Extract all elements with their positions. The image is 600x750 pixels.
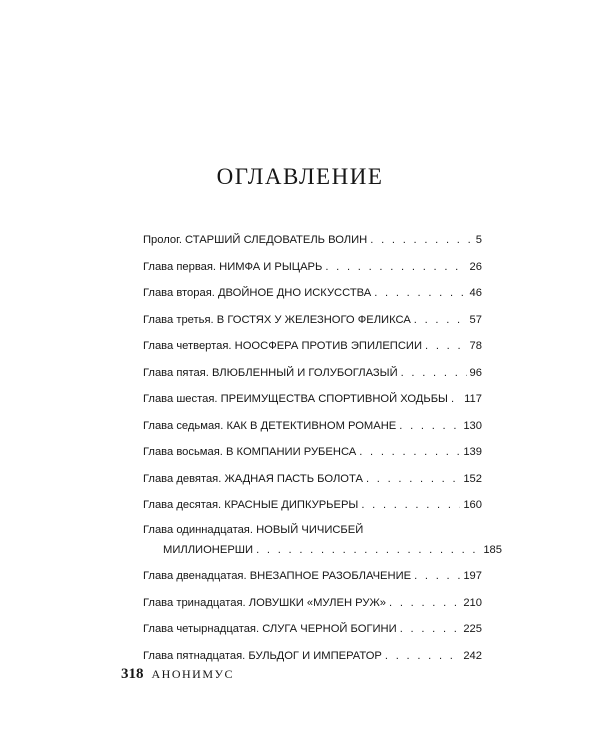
toc-entry-title: Глава первая. НИМФА И РЫЦАРЬ [143,260,323,273]
dot-leader [256,540,480,560]
toc-entry-page: 46 [469,287,482,299]
toc-entry [143,363,482,383]
dot-leader [374,283,466,303]
page-number: 318 [121,666,144,682]
dot-leader [385,646,460,666]
toc-entry-title: Глава тринадцатая. ЛОВУШКИ «МУЛЕН РУЖ» [143,596,387,609]
toc-entry-page: 57 [469,313,482,326]
toc-entry [143,389,482,409]
dot-leader [389,593,460,613]
toc-entry [143,230,482,250]
toc-entry-page: 26 [469,260,482,273]
toc-entry-title: Глава шестая. ПРЕИМУЩЕСТВА СПОРТИВНОЙ ХОДЬБЫ [143,393,448,405]
dot-leader [399,416,460,436]
toc-entry-title: Глава седьмая. КАК В ДЕТЕКТИВНОМ РОМАНЕ [143,419,397,432]
toc-entry [143,310,482,330]
toc-entry [143,646,482,666]
toc-entry-title-continued: МИЛЛИОНЕРШИ [163,544,254,556]
dot-leader [325,257,466,277]
toc-entry-page: 160 [463,499,482,511]
toc-entry [143,336,482,356]
toc-entry-page: 242 [463,649,482,662]
dot-leader [425,336,467,356]
dot-leader [414,310,467,330]
page-footer [121,664,234,684]
toc-entry [143,257,482,277]
toc-entry-title: Глава одиннадцатая. НОВЫЙ ЧИЧИСБЕЙ [143,524,364,536]
dot-leader [400,619,461,639]
toc-entry-page: 185 [483,544,502,556]
toc-entry [143,495,482,515]
toc-entry [143,593,482,613]
running-head: АНОНИМУС [151,667,234,681]
toc-entry [143,416,482,436]
toc-entry-title: Пролог. СТАРШИЙ СЛЕДОВАТЕЛЬ ВОЛИН [143,234,368,246]
toc-entry [143,619,482,639]
dot-leader [359,442,460,462]
page-title: ОГЛАВЛЕНИЕ [216,164,384,189]
toc-entry-page: 225 [463,623,482,635]
toc-entry [143,469,482,489]
toc-entry-title: Глава четырнадцатая. СЛУГА ЧЕРНОЙ БОГИНИ [143,623,397,635]
toc-entry-page: 78 [469,340,482,352]
dot-leader [401,363,467,383]
toc-entry-title: Глава восьмая. В КОМПАНИИ РУБЕНСА [143,446,357,458]
toc-entry-page: 152 [463,472,482,485]
toc-entry-title: Глава пятнадцатая. БУЛЬДОГ И ИМПЕРАТОР [143,649,382,662]
dot-leader [451,389,461,409]
toc-entry-title: Глава двенадцатая. ВНЕЗАПНОЕ РАЗОБЛАЧЕНИЕ [143,570,412,582]
toc-entry-page: 197 [463,570,482,582]
toc-entry-page: 139 [463,446,482,458]
toc-entry-page: 210 [463,596,482,609]
toc-entry-title: Глава третья. В ГОСТЯХ У ЖЕЛЕЗНОГО ФЕЛИКСА [143,313,411,326]
dot-leader [366,469,460,489]
dot-leader [370,230,473,250]
toc-entry [143,566,482,586]
toc-entry-title: Глава четвертая. НООСФЕРА ПРОТИВ ЭПИЛЕПСИИ [143,340,422,352]
toc-entry-page: 96 [469,366,482,379]
toc-entry [143,442,482,462]
toc-entry-page: 5 [475,234,482,246]
toc-entry-title: Глава вторая. ДВОЙНОЕ ДНО ИСКУССТВА [143,287,372,299]
toc-entry-page: 117 [464,393,482,405]
toc-entry [143,520,502,560]
toc-entry-title: Глава десятая. КРАСНЫЕ ДИПКУРЬЕРЫ [143,499,359,511]
dot-leader [361,495,460,515]
toc-entry-title: Глава девятая. ЖАДНАЯ ПАСТЬ БОЛОТА [143,472,363,485]
toc-entry-title: Глава пятая. ВЛЮБЛЕННЫЙ И ГОЛУБОГЛАЗЫЙ [143,366,398,379]
dot-leader [414,566,460,586]
toc-entry-page: 130 [463,419,482,432]
toc-entry [143,283,482,303]
